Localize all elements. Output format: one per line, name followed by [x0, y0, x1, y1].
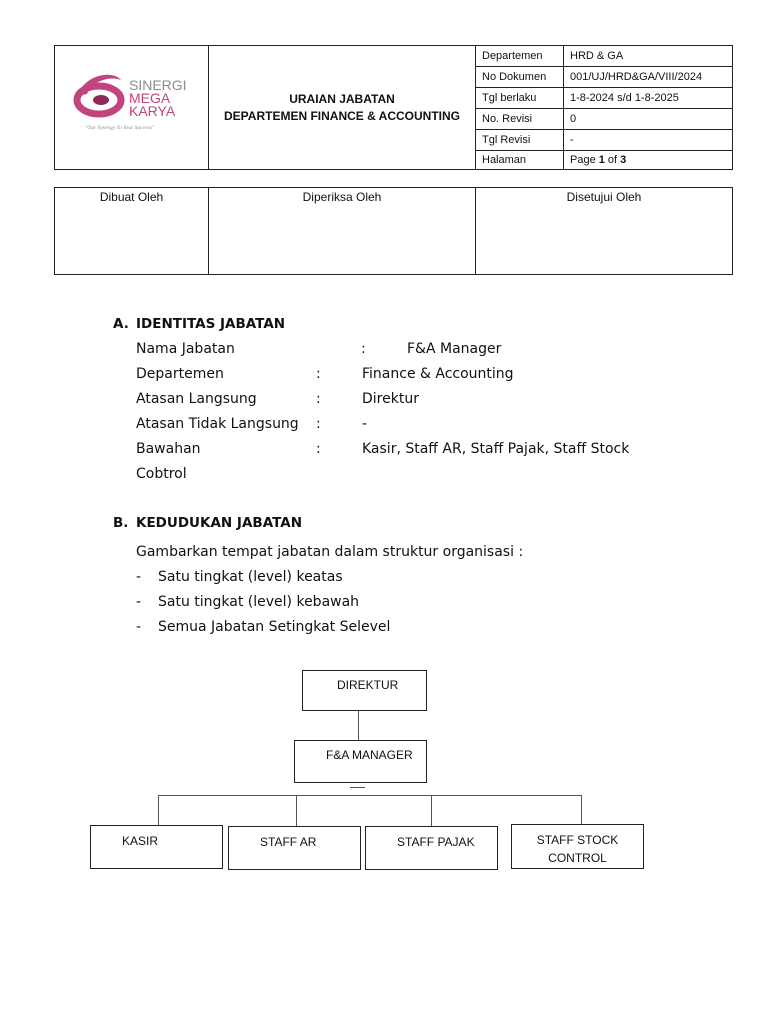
connector-line — [296, 795, 297, 826]
field-value: Direktur — [362, 391, 419, 407]
meta-label: No Dokumen — [476, 67, 564, 88]
org-node-staff-ar: STAFF AR — [228, 826, 361, 870]
field-value-wrap: Cobtrol — [136, 466, 187, 482]
section-a-letter: A. — [113, 316, 129, 332]
field-colon: : — [316, 416, 321, 432]
org-node-kasir: KASIR — [90, 825, 223, 869]
swirl-logo-icon — [77, 75, 121, 114]
connector-line — [581, 795, 582, 824]
logo-word-2: MEGA — [129, 90, 171, 106]
connector-line — [358, 711, 359, 740]
bullet-text: Satu tingkat (level) kebawah — [158, 594, 360, 610]
bullet-dash: - — [136, 569, 142, 585]
meta-label: Tgl berlaku — [476, 88, 564, 109]
company-logo-cell — [55, 46, 209, 170]
made-by-cell: Dibuat Oleh — [55, 188, 209, 275]
bullet-text: Semua Jabatan Setingkat Selevel — [158, 619, 391, 635]
connector-line — [158, 795, 159, 825]
document-title-cell — [209, 46, 476, 170]
document-title: URAIAN JABATAN — [289, 91, 395, 106]
section-b-intro: Gambarkan tempat jabatan dalam struktur organisasi : — [136, 544, 524, 560]
field-label: Bawahan — [136, 441, 201, 457]
org-node-direktur: DIREKTUR — [302, 670, 427, 711]
meta-value: 0 — [564, 109, 733, 130]
field-colon: : — [316, 441, 321, 457]
field-value: F&A Manager — [407, 341, 502, 357]
org-node-label-line1: STAFF STOCK — [536, 833, 619, 847]
field-label: Nama Jabatan — [136, 341, 235, 357]
org-node-staff-stock-control — [511, 824, 644, 869]
bullet-dash: - — [136, 594, 142, 610]
bullet-text: Satu tingkat (level) keatas — [158, 569, 343, 585]
meta-value: 1-8-2024 s/d 1-8-2025 — [564, 88, 733, 109]
field-value: - — [362, 416, 368, 432]
connector-line — [350, 787, 365, 788]
logo-word-1: SINERGI — [129, 77, 187, 93]
meta-label: Tgl Revisi — [476, 130, 564, 151]
org-node-staff-pajak: STAFF PAJAK — [365, 826, 498, 870]
checked-by-cell: Diperiksa Oleh — [209, 188, 476, 275]
signature-table — [54, 187, 733, 275]
field-label: Departemen — [136, 366, 224, 382]
logo-tagline: "Our Synergy To Your Success" — [85, 125, 155, 131]
document-header-table — [54, 45, 733, 170]
department-title: DEPARTEMEN FINANCE & ACCOUNTING — [224, 108, 460, 123]
meta-value: - — [564, 130, 733, 151]
section-b-title: KEDUDUKAN JABATAN — [136, 515, 302, 531]
org-node-manager: F&A MANAGER — [294, 740, 427, 783]
field-label: Atasan Langsung — [136, 391, 257, 407]
section-a-title: IDENTITAS JABATAN — [136, 316, 286, 332]
meta-value: 001/UJ/HRD&GA/VIII/2024 — [564, 67, 733, 88]
page-number: Page 1 of 3 — [564, 151, 733, 170]
company-logo — [55, 46, 207, 168]
field-value: Kasir, Staff AR, Staff Pajak, Staff Stock — [362, 441, 630, 457]
connector-line — [158, 795, 582, 796]
meta-value: HRD & GA — [564, 46, 733, 67]
field-colon: : — [316, 366, 321, 382]
meta-label: No. Revisi — [476, 109, 564, 130]
approved-by-cell: Disetujui Oleh — [476, 188, 733, 275]
field-colon: : — [361, 341, 366, 357]
field-label: Atasan Tidak Langsung — [136, 416, 299, 432]
meta-label: Departemen — [476, 46, 564, 67]
field-value: Finance & Accounting — [362, 366, 514, 382]
section-b-letter: B. — [113, 515, 129, 531]
field-colon: : — [316, 391, 321, 407]
connector-line — [431, 795, 432, 826]
bullet-dash: - — [136, 619, 142, 635]
logo-word-3: KARYA — [129, 103, 176, 119]
page-label: Halaman — [476, 151, 564, 170]
org-node-label-line2: CONTROL — [548, 851, 607, 865]
